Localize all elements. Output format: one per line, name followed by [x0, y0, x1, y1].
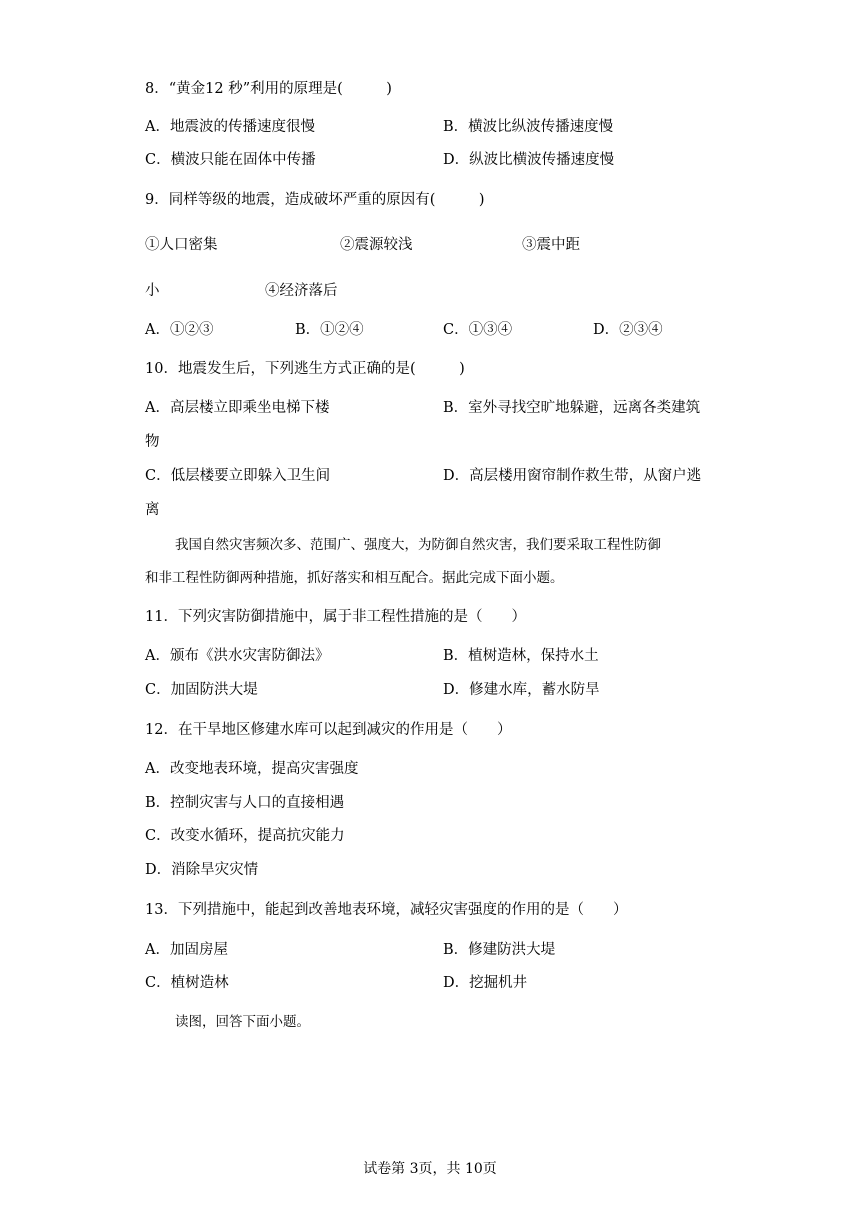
q11-stem: 11．下列灾害防御措施中，属于非工程性措施的是（ ） — [145, 609, 526, 625]
q8-stem: 8．“黄金12 秒”利用的原理是( ) — [145, 81, 392, 97]
q8-option-c: C．横波只能在固体中传播 — [145, 152, 316, 168]
passage-line-2: 和非工程性防御两种措施，抓好落实和相互配合。据此完成下面小题。 — [145, 570, 564, 586]
q12-option-d: D．消除旱灾灾情 — [145, 862, 259, 878]
q10-option-d: D．高层楼用窗帘制作救生带，从窗户逃 — [443, 468, 702, 484]
q13-option-a: A．加固房屋 — [145, 942, 228, 958]
q9-option-a: A．①②③ — [145, 322, 214, 338]
q8-option-b: B．横波比纵波传播速度慢 — [443, 119, 614, 135]
q9-item-2: ②震源较浅 — [340, 237, 413, 253]
q9-stem: 9．同样等级的地震，造成破坏严重的原因有( ) — [145, 192, 485, 208]
q12-stem: 12．在干旱地区修建水库可以起到减灾的作用是（ ） — [145, 722, 512, 738]
q13-option-c: C．植树造林 — [145, 975, 229, 991]
q10-option-b: B．室外寻找空旷地躲避，远离各类建筑 — [443, 400, 701, 416]
q13-option-b: B．修建防洪大堤 — [443, 942, 556, 958]
q13-option-d: D．挖掘机井 — [443, 975, 528, 991]
q10-option-d-continued: 离 — [145, 502, 160, 518]
q11-option-b: B．植树造林，保持水土 — [443, 648, 599, 664]
q12-option-b: B．控制灾害与人口的直接相遇 — [145, 795, 345, 811]
q10-option-a: A．高层楼立即乘坐电梯下楼 — [145, 400, 330, 416]
page-footer: 试卷第 3页，共 10页 — [363, 1161, 497, 1177]
q9-item-4: ④经济落后 — [265, 283, 338, 299]
q9-option-d: D．②③④ — [593, 322, 663, 338]
q12-option-a: A．改变地表环境，提高灾害强度 — [145, 761, 359, 777]
q11-option-a: A．颁布《洪水灾害防御法》 — [145, 648, 330, 664]
passage-line-1: 我国自然灾害频次多、范围广、强度大，为防御自然灾害，我们要采取工程性防御 — [175, 537, 661, 553]
q11-option-c: C．加固防洪大堤 — [145, 682, 258, 698]
q10-option-c: C．低层楼要立即躲入卫生间 — [145, 468, 331, 484]
q9-option-b: B．①②④ — [295, 322, 364, 338]
reading-prompt: 读图，回答下面小题。 — [175, 1014, 310, 1030]
q8-option-d: D．纵波比横波传播速度慢 — [443, 152, 615, 168]
q13-stem: 13．下列措施中，能起到改善地表环境，减轻灾害强度的作用的是（ ） — [145, 902, 628, 918]
q8-option-a: A．地震波的传播速度很慢 — [145, 119, 315, 135]
q10-stem: 10．地震发生后，下列逃生方式正确的是( ) — [145, 361, 465, 377]
q9-item-3: ③震中距 — [522, 237, 580, 253]
q9-option-c: C．①③④ — [443, 322, 513, 338]
q12-option-c: C．改变水循环，提高抗灾能力 — [145, 828, 345, 844]
q11-option-d: D．修建水库，蓄水防旱 — [443, 682, 600, 698]
q9-item-1: ①人口密集 — [145, 237, 218, 253]
q10-option-b-continued: 物 — [145, 434, 160, 450]
q9-item-3-continued: 小 — [145, 283, 160, 299]
